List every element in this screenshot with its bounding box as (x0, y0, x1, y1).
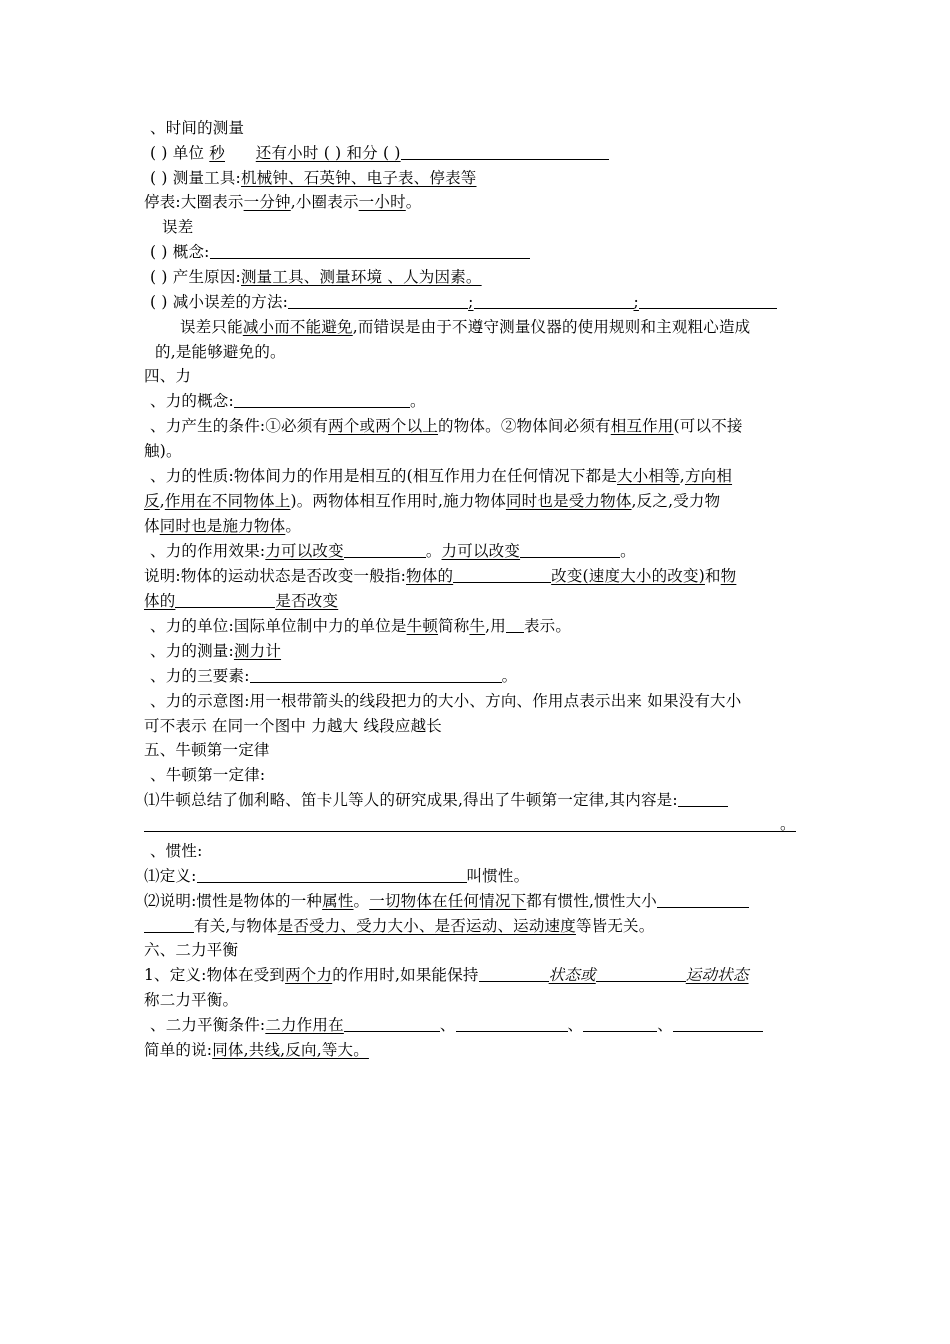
fill-blank[interactable] (453, 565, 551, 583)
force-elements-line: 、力的三要素: 。 (150, 667, 518, 685)
time-tools-line: ( ) 测量工具:机械钟、石英钟、电子表、停表等 (150, 169, 477, 187)
newton-law-content-line: ⑴牛顿总结了伽利略、笛卡儿等人的研究成果,得出了牛顿第一定律,其内容是: (144, 788, 809, 813)
fill-blank[interactable] (250, 665, 502, 683)
inertia-note-line: ⑵说明:惯性是物体的一种属性。一切物体在任何情况下都有惯性,惯性大小 (144, 889, 809, 914)
section-force-heading: 四、力 (144, 367, 192, 385)
balance-summary-line: 简单的说:同体,共线,反向,等大。 (144, 1041, 369, 1059)
fill-blank[interactable] (639, 291, 777, 309)
fill-blank[interactable] (479, 964, 549, 982)
fill-blank[interactable] (474, 291, 634, 309)
section-newton-heading: 五、牛顿第一定律 (144, 741, 270, 759)
force-measure-line: 、力的测量:测力计 (150, 642, 282, 660)
fill-blank[interactable] (197, 865, 467, 883)
fill-blank[interactable] (583, 1014, 657, 1032)
error-note-line-2: 的,是能够避免的。 (155, 343, 286, 361)
answer-seconds: 秒 (209, 144, 225, 162)
fill-blank[interactable] (144, 915, 194, 933)
balance-definition-line-2: 称二力平衡。 (144, 991, 239, 1009)
force-condition-line: 、力产生的条件:①必须有两个或两个以上的物体。②物体间必须有相互作用(可以不接 (150, 417, 743, 435)
motion-state-note-line-2: 体的 是否改变 (144, 592, 339, 610)
force-diagram-line: 、力的示意图:用一根带箭头的线段把力的大小、方向、作用点表示出来 如果没有大小 (150, 692, 742, 710)
fill-blank[interactable] (401, 142, 609, 160)
error-concept-line: ( ) 概念: (150, 240, 815, 265)
fill-blank[interactable] (234, 390, 410, 408)
fill-blank[interactable] (657, 890, 749, 908)
fill-blank[interactable] (288, 291, 468, 309)
fill-blank[interactable] (210, 241, 530, 259)
inertia-note-line-2: 有关,与物体是否受力、受力大小、是否运动、运动速度等皆无关。 (144, 914, 809, 939)
force-unit-line: 、力的单位:国际单位制中力的单位是牛顿简称牛,用 表示。 (150, 617, 572, 635)
force-concept-line: 、力的概念: 。 (150, 392, 426, 410)
error-reduce-line: ( ) 减小误差的方法: ; ; (150, 290, 815, 315)
newton-law-subheading: 、牛顿第一定律: (150, 766, 266, 784)
error-cause-line: ( ) 产生原因:测量工具、测量环境 、人为因素。 (150, 268, 482, 286)
force-nature-line-2: 反,作用在不同物体上)。两物体相互作用时,施力物体同时也是受力物体,反之,受力物 (144, 492, 721, 510)
stopwatch-line: 停表:大圈表示一分钟,小圈表示一小时。 (144, 193, 422, 211)
force-diagram-line-2: 可不表示 在同一个图中 力越大 线段应越长 (144, 717, 442, 735)
fill-blank[interactable] (673, 1014, 763, 1032)
error-note-line: 误差只能减小而不能避免,而错误是由于不遵守测量仪器的使用规则和主观粗心造成 (180, 318, 751, 336)
inertia-definition-line: ⑴定义: 叫惯性。 (144, 867, 530, 885)
section-balance-heading: 六、二力平衡 (144, 941, 239, 959)
answer-rule[interactable] (144, 831, 796, 832)
answer-tools: 机械钟、石英钟、电子表、停表等 (240, 169, 477, 187)
section-time-heading: 、时间的测量 (150, 119, 245, 137)
fill-blank[interactable] (596, 964, 686, 982)
time-unit-line: ( ) 单位 秒 还有小时 ( ) 和分 ( ) (150, 141, 815, 166)
fill-blank[interactable] (456, 1014, 568, 1032)
fill-blank[interactable] (678, 789, 728, 807)
fill-blank[interactable] (506, 615, 524, 633)
fill-blank[interactable] (344, 540, 426, 558)
force-nature-line: 、力的性质:物体间力的作用是相互的(相互作用力在任何情况下都是大小相等,方向相 (150, 467, 733, 485)
fill-blank[interactable] (344, 1014, 440, 1032)
balance-condition-line: 、二力平衡条件:二力作用在 、 、 、 (150, 1013, 815, 1038)
force-effect-line: 、力的作用效果:力可以改变 。力可以改变 。 (150, 542, 636, 560)
fill-blank[interactable] (520, 540, 620, 558)
balance-definition-line: 1、定义:物体在受到两个力的作用时,如果能保持 状态或 运动状态 (144, 966, 749, 984)
force-condition-line-2: 触)。 (144, 442, 182, 460)
inertia-subheading: 、惯性: (150, 842, 203, 860)
force-nature-line-3: 体同时也是施力物体。 (144, 517, 302, 535)
error-heading: 误差 (162, 218, 194, 236)
motion-state-note-line: 说明:物体的运动状态是否改变一般指:物体的 改变(速度大小的改变)和物 (144, 567, 737, 585)
newton-law-end: 。 (780, 815, 796, 833)
fill-blank[interactable] (175, 590, 275, 608)
